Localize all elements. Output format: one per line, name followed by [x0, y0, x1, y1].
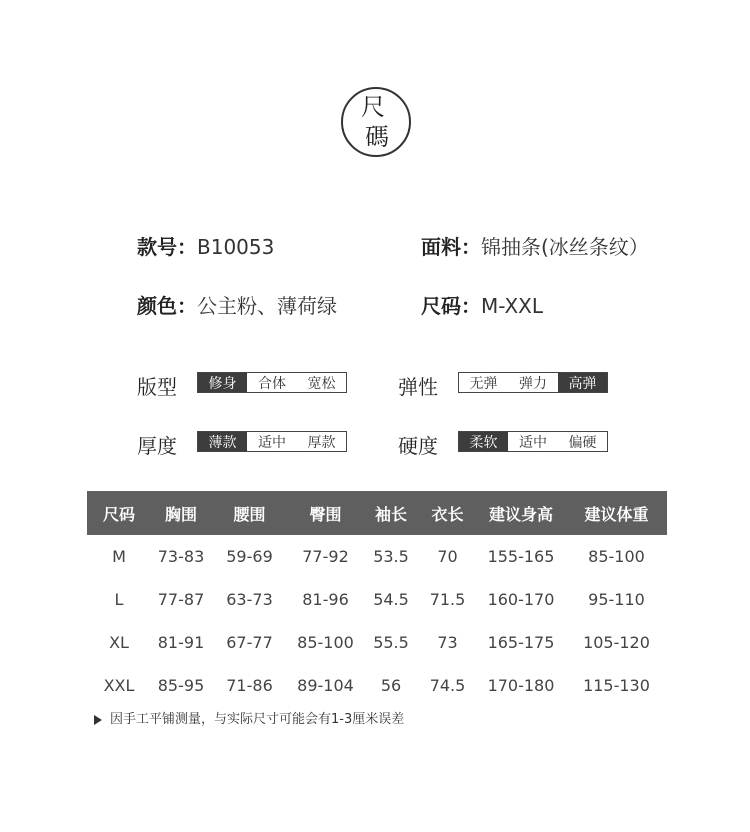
logo-char-2: 碼	[365, 123, 389, 151]
table-cell: 77-92	[302, 547, 349, 566]
elasticity-option: 无弹	[469, 375, 498, 392]
hardness-label: 硬度	[398, 434, 438, 458]
table-cell: 70	[437, 547, 458, 566]
table-cell: 55.5	[373, 633, 409, 652]
thickness-label: 厚度	[137, 434, 177, 458]
thickness-option: 厚款	[307, 434, 336, 451]
table-header-row	[87, 491, 667, 535]
fit-option: 修身	[198, 373, 247, 392]
size-range-label: 尺码：	[421, 294, 481, 318]
thickness-options	[197, 431, 347, 452]
thickness-option: 适中	[258, 434, 286, 451]
table-cell: 115-130	[583, 676, 650, 695]
table-cell: 71-86	[226, 676, 273, 695]
triangle-bullet-icon	[94, 715, 102, 725]
table-cell: 170-180	[487, 676, 555, 695]
table-cell: 53.5	[373, 547, 409, 566]
fabric-label: 面料：	[421, 235, 481, 259]
table-cell: 95-110	[588, 590, 645, 609]
table-cell: XXL	[103, 676, 135, 695]
elasticity-options	[458, 372, 608, 393]
table-cell: 59-69	[226, 547, 273, 566]
table-cell: 155-165	[487, 547, 555, 566]
hardness-option: 适中	[519, 434, 547, 451]
measurement-note	[94, 708, 404, 727]
table-cell: 89-104	[297, 676, 354, 695]
elasticity-label: 弹性	[398, 375, 438, 399]
table-cell: 73	[437, 633, 458, 652]
measurement-note-text: 因手工平铺测量，与实际尺寸可能会有1-3厘米误差	[110, 712, 405, 727]
table-cell: 56	[380, 676, 402, 695]
table-header: 建议体重	[566, 491, 667, 535]
thickness-option: 薄款	[198, 432, 247, 451]
table-cell: 81-91	[157, 633, 205, 652]
table-cell: 85-100	[588, 547, 645, 566]
size-logo-seal	[341, 87, 411, 157]
table-cell: 81-96	[302, 590, 349, 609]
elasticity-option: 高弹	[558, 373, 607, 392]
elasticity-option: 弹力	[519, 375, 547, 392]
size-table	[87, 491, 667, 707]
table-cell: 165-175	[487, 633, 555, 652]
table-cell: 67-77	[226, 633, 273, 652]
table-row	[87, 535, 667, 578]
fit-option: 合体	[258, 375, 286, 392]
table-cell: 85-95	[157, 676, 205, 695]
table-cell: 160-170	[487, 590, 555, 609]
table-header: 胸围	[151, 491, 211, 535]
table-cell: 54.5	[373, 590, 409, 609]
table-cell: XL	[109, 633, 129, 652]
color-label: 颜色：	[137, 294, 197, 318]
table-row	[87, 664, 667, 707]
table-cell: 63-73	[226, 590, 273, 609]
table-header: 尺码	[87, 491, 151, 535]
size-range	[421, 290, 543, 319]
fit-label: 版型	[137, 375, 177, 399]
table-cell: 74.5	[429, 676, 466, 695]
table-cell: 105-120	[583, 633, 650, 652]
table-row	[87, 578, 667, 621]
hardness-option: 柔软	[459, 432, 508, 451]
table-header: 臀围	[288, 491, 363, 535]
style-number	[137, 231, 274, 260]
size-range-value: M-XXL	[481, 294, 544, 318]
style-number-value: B10053	[197, 235, 275, 259]
color-value: 公主粉、薄荷绿	[197, 294, 337, 318]
fabric	[421, 231, 649, 260]
style-number-label: 款号：	[137, 235, 197, 259]
table-cell: 85-100	[297, 633, 354, 652]
hardness-option: 偏硬	[568, 434, 597, 451]
table-row	[87, 621, 667, 664]
logo-char-1: 尺	[361, 93, 385, 121]
table-header: 腰围	[211, 491, 288, 535]
table-cell: 77-87	[157, 590, 205, 609]
fit-option: 宽松	[307, 375, 336, 392]
color	[137, 290, 337, 319]
table-header: 衣长	[419, 491, 476, 535]
table-cell: L	[114, 590, 124, 609]
table-cell: 73-83	[157, 547, 205, 566]
table-cell: 71.5	[429, 590, 466, 609]
table-cell: M	[112, 547, 126, 566]
fit-options	[197, 372, 347, 393]
hardness-options	[458, 431, 608, 452]
table-header: 建议身高	[476, 491, 566, 535]
fabric-value: 锦抽条(冰丝条纹）	[481, 235, 649, 259]
table-header: 袖长	[363, 491, 419, 535]
